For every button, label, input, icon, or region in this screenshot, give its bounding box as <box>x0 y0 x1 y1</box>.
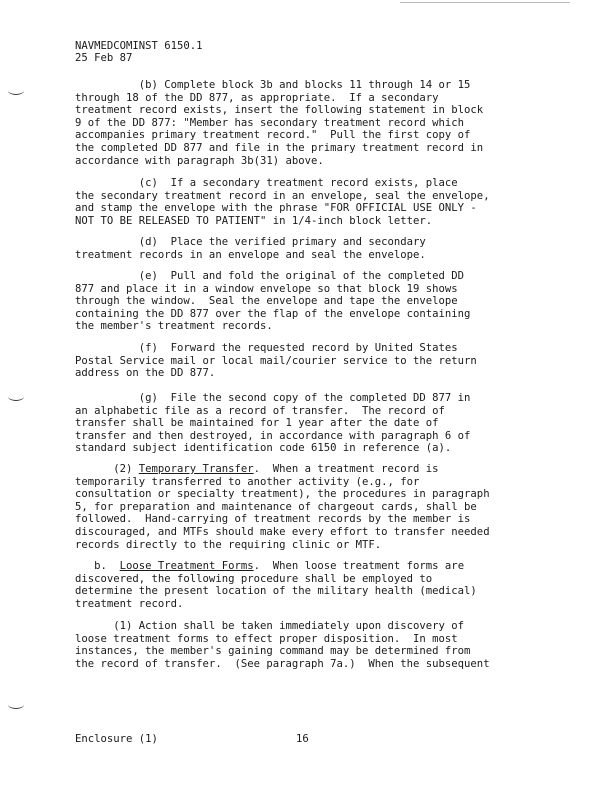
text-line: containing the DD 877 over the flap of the envelope containing <box>75 307 471 320</box>
binder-hole-mark <box>8 700 24 709</box>
enclosure-label: Enclosure (1) <box>75 733 158 745</box>
instruction-number: NAVMEDCOMINST 6150.1 <box>75 40 203 52</box>
text-line: (e) Pull and fold the original of the completed DD <box>75 270 465 282</box>
text-line: discouraged, and MTFs should make every effort to transfer needed <box>75 525 490 538</box>
text-line: consultation or specialty treatment), the procedures in paragraph <box>75 488 490 501</box>
text-line: through the window. Seal the envelope and tape the envelope <box>75 295 458 308</box>
text-line: (c) If a secondary treatment record exists, place <box>75 177 458 189</box>
text-line: (b) Complete block 3b and blocks 11 through 14 or 15 <box>75 79 471 91</box>
text-line: (1) Action shall be taken immediately upon discovery of <box>75 620 465 632</box>
text-line: determine the present location of the military health (medical) <box>75 585 477 598</box>
text-line <box>75 463 545 476</box>
text-line: transfer shall be maintained for 1 year after the date of <box>75 417 439 430</box>
paragraph-temporary-transfer <box>75 463 545 551</box>
text-line: 9 of the DD 877: "Member has secondary treatment record which <box>75 116 465 129</box>
binder-hole-mark <box>8 86 24 95</box>
paragraph-1-action <box>75 620 545 670</box>
section-heading: Loose Treatment Forms <box>119 560 254 572</box>
text-line: treatment records in an envelope and seal the envelope. <box>75 248 426 261</box>
text-line: Postal Service mail or local mail/courier service to the return <box>75 354 477 367</box>
text-line: discovered, the following procedure shall be employed to <box>75 572 433 585</box>
text-line: followed. Hand-carrying of treatment records by the member is <box>75 513 471 526</box>
paragraph-e <box>75 270 545 333</box>
heading-continuation: . When a treatment record is <box>253 463 439 475</box>
text-line: the member's treatment records. <box>75 320 273 333</box>
paragraph-b <box>75 79 545 167</box>
text-line: and stamp the envelope with the phrase "FOR OFFICIAL USE ONLY - <box>75 202 477 215</box>
text-line: (f) Forward the requested record by United States <box>75 342 458 354</box>
paragraph-lead: b. <box>75 560 120 572</box>
text-line: the record of transfer. (See paragraph 7a.) When the subsequent <box>75 657 490 670</box>
text-line: address on the DD 877. <box>75 367 216 380</box>
text-line: the completed DD 877 and file in the primary treatment record in <box>75 141 484 154</box>
text-line: standard subject identification code 6150 in reference (a). <box>75 442 452 455</box>
paragraph-lead: (2) <box>75 463 139 475</box>
text-line: treatment record. <box>75 597 184 610</box>
text-line: (d) Place the verified primary and secondary <box>75 236 426 248</box>
text-line: 877 and place it in a window envelope so that block 19 shows <box>75 282 458 295</box>
text-line: an alphabetic file as a record of transfer. The record of <box>75 404 445 417</box>
document-date: 25 Feb 87 <box>75 52 133 64</box>
scan-edge-line <box>400 2 570 3</box>
text-line: (g) File the second copy of the completed DD 877 in <box>75 392 471 404</box>
heading-continuation: . When loose treatment forms are <box>253 560 465 572</box>
text-line: loose treatment forms to effect proper disposition. In most <box>75 632 458 645</box>
page-number: 16 <box>296 733 309 745</box>
text-line: temporarily transferred to another activity (e.g., for <box>75 475 420 488</box>
text-line: accordance with paragraph 3b(31) above. <box>75 154 324 167</box>
paragraph-c <box>75 177 545 227</box>
paragraph-g <box>75 392 545 455</box>
text-line: treatment record exists, insert the following statement in block <box>75 104 484 117</box>
paragraph-loose-treatment-forms <box>75 560 545 610</box>
paragraph-f <box>75 342 545 380</box>
text-line: instances, the member's gaining command may be determined from <box>75 645 471 658</box>
binder-hole-mark <box>8 392 24 401</box>
text-line: records directly to the requiring clinic or MTF. <box>75 538 382 551</box>
section-heading: Temporary Transfer <box>138 463 254 475</box>
text-line: accompanies primary treatment record." Pull the first copy of <box>75 129 471 142</box>
text-line: NOT TO BE RELEASED TO PATIENT" in 1/4-inch block letter. <box>75 214 433 227</box>
text-line: the secondary treatment record in an envelope, seal the envelope, <box>75 189 490 202</box>
text-line: 5, for preparation and maintenance of chargeout cards, shall be <box>75 500 477 513</box>
paragraph-d <box>75 236 545 261</box>
text-line: transfer and then destroyed, in accordance with paragraph 6 of <box>75 429 471 442</box>
text-line <box>75 560 545 573</box>
text-line: through 18 of the DD 877, as appropriate. If a secondary <box>75 91 439 104</box>
